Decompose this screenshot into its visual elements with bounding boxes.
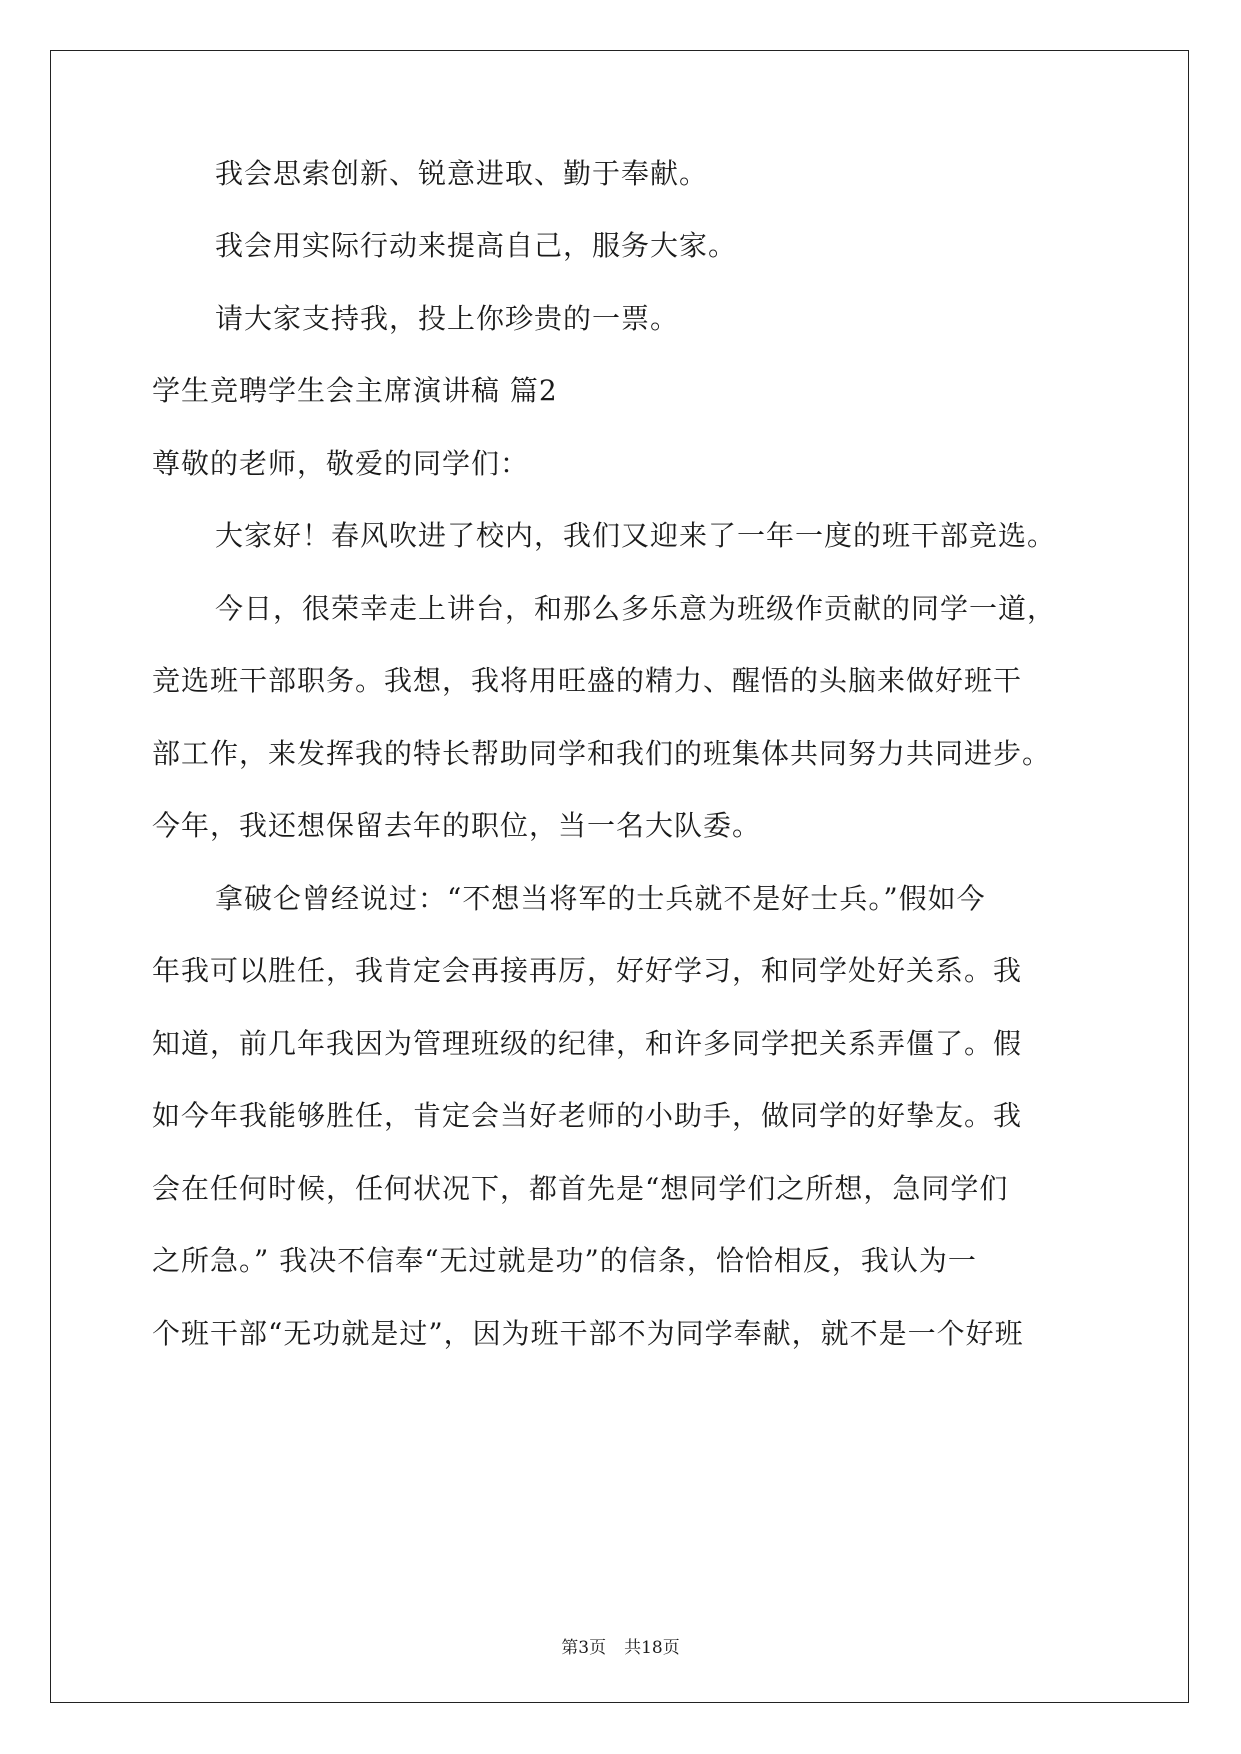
paragraph-line: 我会思索创新、锐意进取、勤于奉献。: [215, 157, 709, 190]
paragraph-line: 知道，前几年我因为管理班级的纪律，和许多同学把关系弄僵了。假: [152, 1027, 1023, 1060]
paragraph-line: 年我可以胜任，我肯定会再接再厉，好好学习，和同学处好关系。我: [152, 954, 1023, 987]
page-total: 共18页: [624, 1638, 680, 1658]
section-heading: 学生竞聘学生会主席演讲稿 篇2: [152, 374, 558, 407]
paragraph-line: 如今年我能够胜任，肯定会当好老师的小助手，做同学的好挚友。我: [152, 1099, 1023, 1132]
paragraph-line: 竞选班干部职务。我想，我将用旺盛的精力、醒悟的头脑来做好班干: [152, 664, 1023, 697]
paragraph-line: 个班干部“无功就是过”，因为班干部不为同学奉献，就不是一个好班: [152, 1317, 1024, 1350]
paragraph-line: 我会用实际行动来提高自己，服务大家。: [215, 229, 738, 262]
page-border: [50, 50, 1189, 1703]
paragraph-line: 今年，我还想保留去年的职位，当一名大队委。: [152, 809, 762, 842]
paragraph-line: 请大家支持我，投上你珍贵的一票。: [215, 302, 680, 335]
paragraph-line: 会在任何时候，任何状况下，都首先是“想同学们之所想，急同学们: [152, 1172, 1009, 1205]
paragraph-line: 之所急。” 我决不信奉“无过就是功”的信条，恰恰相反，我认为一: [152, 1244, 977, 1277]
page-footer: [0, 1637, 1241, 1659]
paragraph-line: 大家好！春风吹进了校内，我们又迎来了一年一度的班干部竞选。: [215, 519, 1057, 552]
salutation: 尊敬的老师，敬爱的同学们：: [152, 447, 530, 480]
paragraph-line: 拿破仑曾经说过：“不想当将军的士兵就不是好士兵。”假如今: [215, 882, 986, 915]
paragraph-line: 今日，很荣幸走上讲台，和那么多乐意为班级作贡献的同学一道，: [215, 592, 1057, 625]
page-number: 第3页: [561, 1638, 607, 1658]
paragraph-line: 部工作，来发挥我的特长帮助同学和我们的班集体共同努力共同进步。: [152, 737, 1052, 770]
